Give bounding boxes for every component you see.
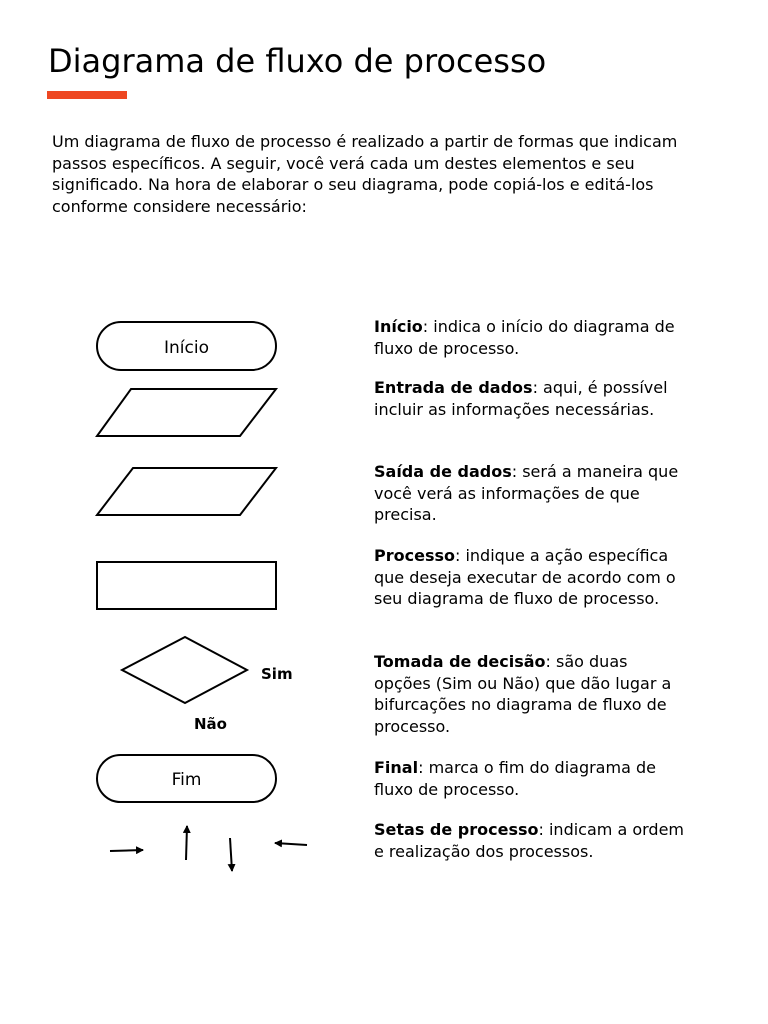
description-process: Processo: indique a ação específica que deseja executar de acordo com o seu diagrama de fluxo de processo.: [374, 546, 676, 608]
start-terminator-label: Início: [164, 338, 209, 358]
term-start: Início: [374, 317, 423, 336]
intro-paragraph: Um diagrama de fluxo de processo é realizado a partir de formas que indicam passos específicos. A seguir, você verá cada um destes elementos e seu significado. Na hora de elaborar o seu diagrama, pode copiá-los e editá-los conforme considere necessário:: [52, 132, 678, 216]
term-data-output: Saída de dados: [374, 462, 512, 481]
arrow-down-icon: [230, 838, 232, 871]
arrow-up-icon: [186, 826, 187, 860]
page-title: Diagrama de fluxo de processo: [48, 42, 547, 80]
arrow-right-icon: [110, 850, 143, 851]
decision-yes-label: Sim: [261, 665, 293, 683]
data-output-shape: [97, 468, 276, 515]
term-data-input: Entrada de dados: [374, 378, 533, 397]
end-terminator-label: Fim: [171, 770, 202, 790]
description-end: Final: marca o fim do diagrama de fluxo de processo.: [374, 758, 656, 799]
description-arrows: Setas de processo: indicam a ordem e realização dos processos.: [374, 820, 684, 861]
description-decision: Tomada de decisão: são duas opções (Sim ou Não) que dão lugar a bifurcações no diagrama de fluxo de processo.: [374, 652, 672, 736]
arrow-left-icon: [275, 843, 307, 845]
term-process: Processo: [374, 546, 455, 565]
term-arrows: Setas de processo: [374, 820, 539, 839]
decision-shape: [122, 637, 247, 703]
data-input-shape: [97, 389, 276, 436]
description-data-output: Saída de dados: será a maneira que você verá as informações de que precisa.: [374, 462, 679, 524]
decision-no-label: Não: [194, 715, 227, 733]
term-decision: Tomada de decisão: [374, 652, 546, 671]
description-data-input: Entrada de dados: aqui, é possível incluir as informações necessárias.: [374, 378, 668, 419]
process-shape: [97, 562, 276, 609]
term-end: Final: [374, 758, 419, 777]
description-start: Início: indica o início do diagrama de fluxo de processo.: [374, 317, 675, 358]
